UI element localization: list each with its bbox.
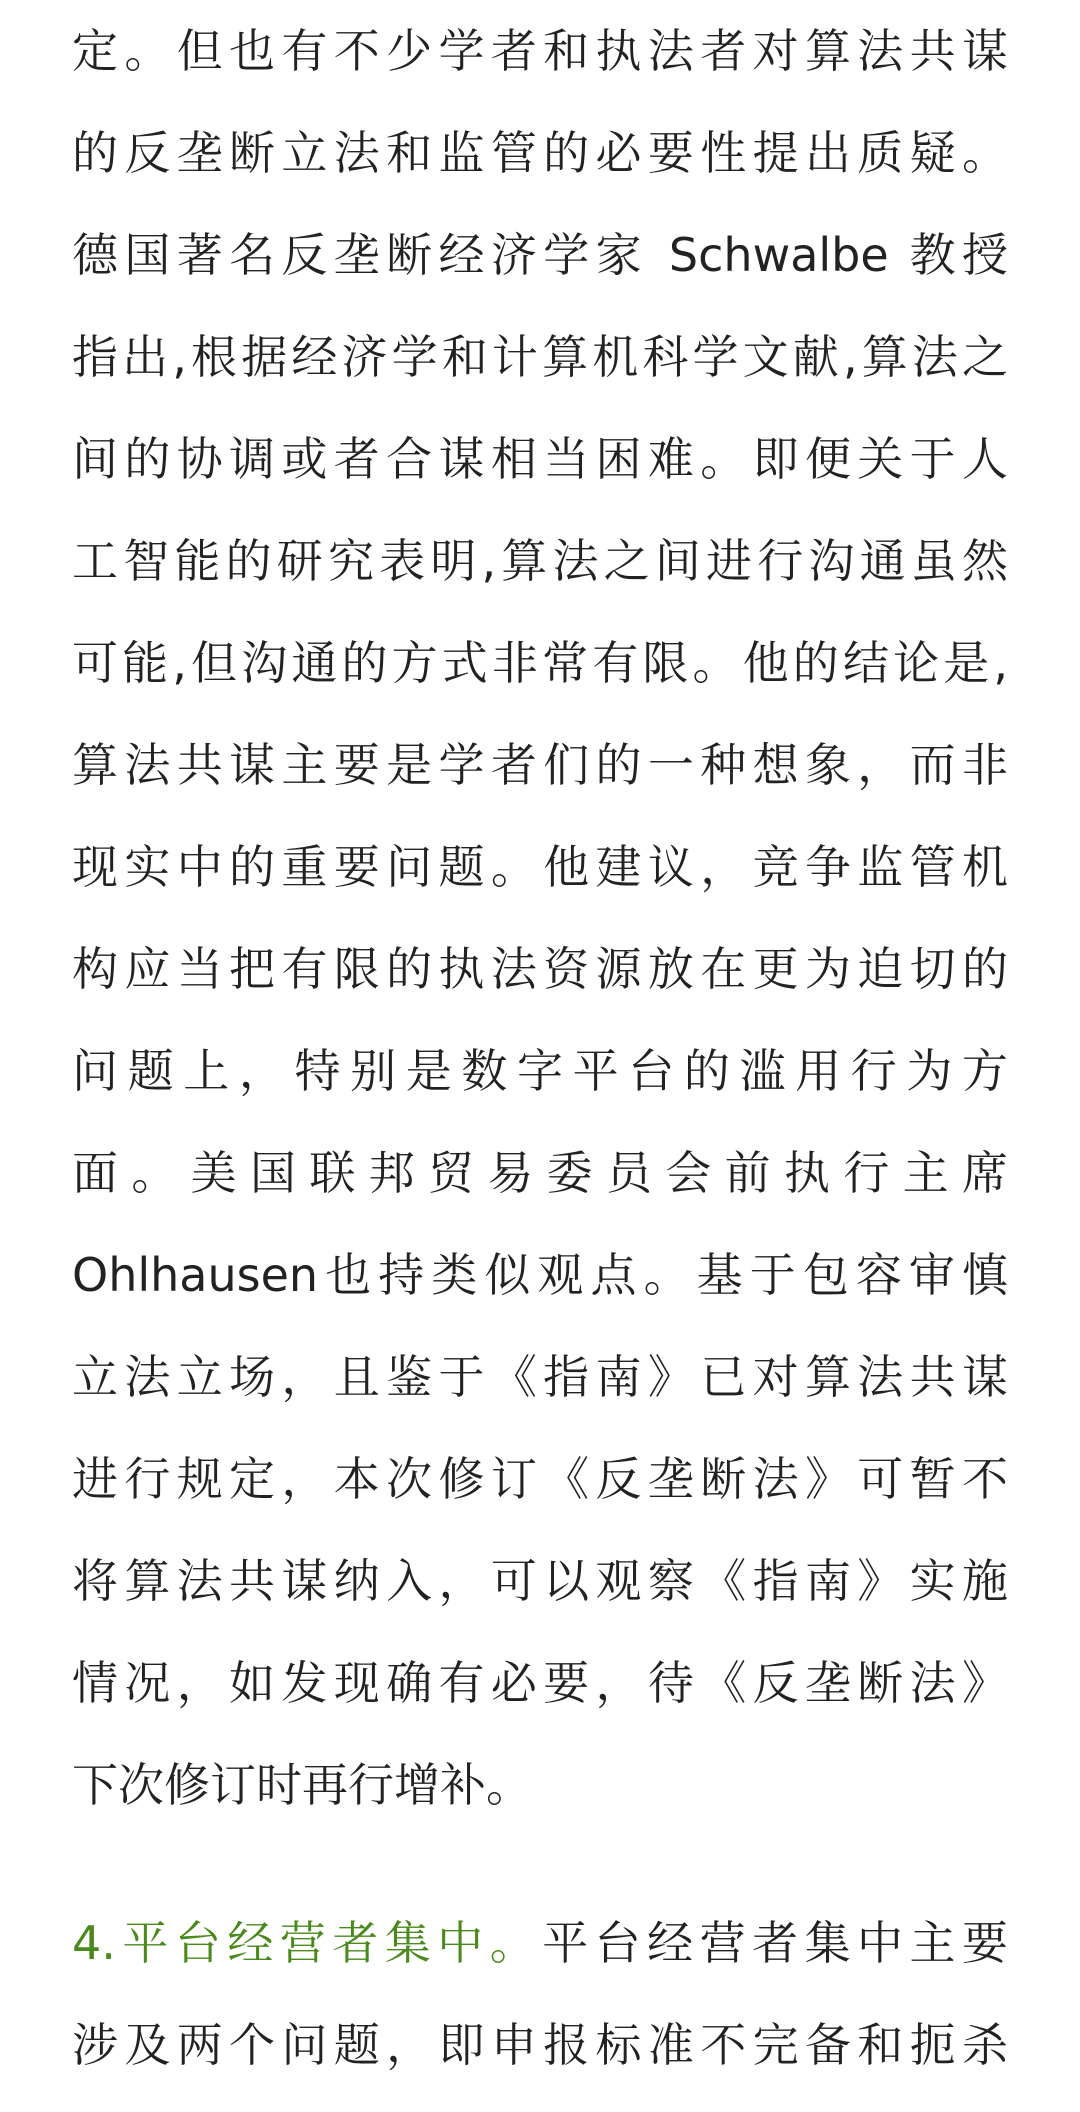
paragraph-platform-concentration [72, 1892, 1008, 2096]
text-line: 算法共谋主要是学者们的一种想象，而非 [72, 738, 1008, 792]
text-line: 构应当把有限的执法资源放在更为迫切的 [72, 942, 1008, 996]
paragraph-algorithmic-collusion [72, 0, 1008, 1836]
text-line: 将算法共谋纳入，可以观察《指南》实施 [72, 1554, 1008, 1608]
text-line: 德国著名反垄断经济学家 Schwalbe 教授 [72, 228, 1008, 282]
text-line: 定。但也有不少学者和执法者对算法共谋 [72, 24, 1008, 78]
text-line [72, 1892, 1008, 1994]
paragraph-spacer [72, 1836, 1008, 1892]
text-line: Ohlhausen也持类似观点。基于包容审慎 [72, 1248, 1008, 1302]
text-line: 进行规定，本次修订《反垄断法》可暂不 [72, 1452, 1008, 1506]
text-line: 面。美国联邦贸易委员会前执行主席 [72, 1146, 1008, 1200]
text-line: 下次修订时再行增补。 [72, 1758, 532, 1812]
article-body [72, 0, 1008, 2096]
text-line: 指出,根据经济学和计算机科学文献,算法之 [72, 330, 1008, 384]
text-line: 立法立场，且鉴于《指南》已对算法共谋 [72, 1350, 1008, 1404]
text-line: 的反垄断立法和监管的必要性提出质疑。 [72, 126, 1008, 180]
text-line: 现实中的重要问题。他建议，竞争监管机 [72, 840, 1008, 894]
text-line: 可能,但沟通的方式非常有限。他的结论是, [72, 636, 1008, 690]
text-line: 情况，如发现确有必要，待《反垄断法》 [72, 1656, 1008, 1710]
section-heading: 4.平台经营者集中。 [72, 1916, 543, 1970]
text-line: 间的协调或者合谋相当困难。即便关于人 [72, 432, 1008, 486]
text-line: 问题上，特别是数字平台的滥用行为方 [72, 1044, 1008, 1098]
text-line: 涉及两个问题，即申报标准不完备和扼杀 [72, 2018, 1008, 2072]
text-line: 工智能的研究表明,算法之间进行沟通虽然 [72, 534, 1008, 588]
text-run: 平台经营者集中主要 [542, 1916, 1009, 1970]
